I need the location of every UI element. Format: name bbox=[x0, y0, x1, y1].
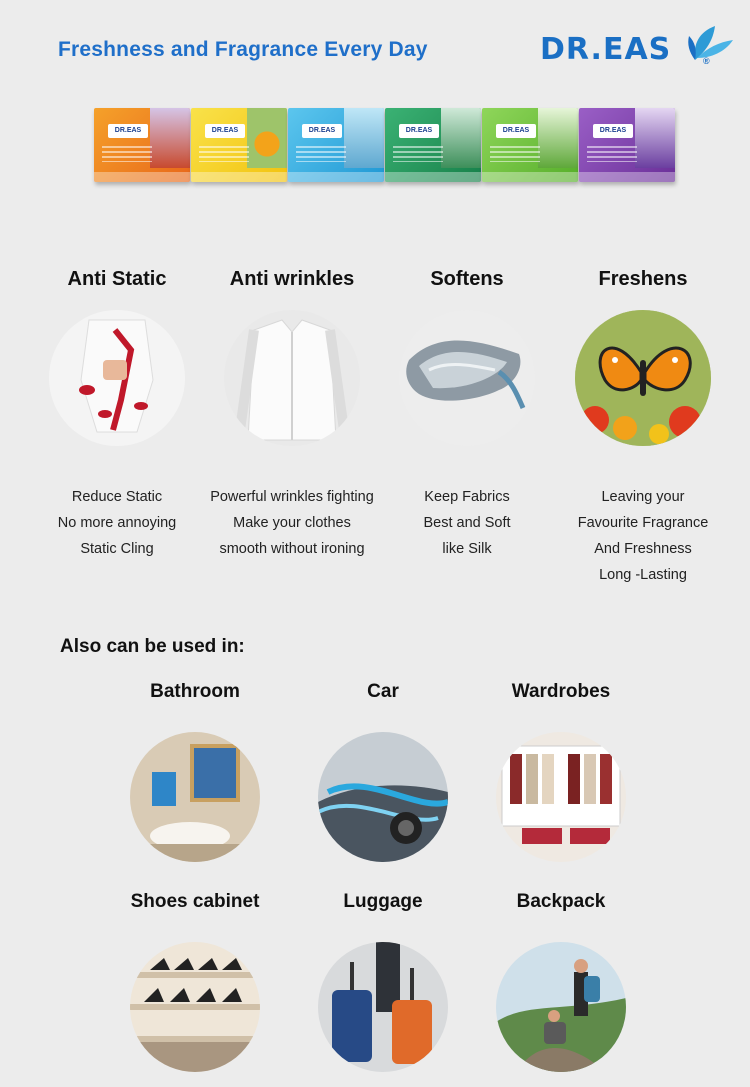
use-shoes-cabinet bbox=[115, 888, 275, 1072]
product-lineup bbox=[94, 108, 669, 188]
feature-freshens bbox=[553, 262, 733, 588]
feature-line: like Silk bbox=[442, 541, 492, 557]
feature-line: Reduce Static bbox=[71, 489, 163, 505]
use-label: Shoes cabinet bbox=[130, 891, 260, 912]
backpack-icon bbox=[496, 942, 626, 1072]
box-brand-label: DR.EAS bbox=[399, 124, 439, 138]
box-brand-label: DR.EAS bbox=[302, 124, 342, 138]
use-backpack bbox=[481, 888, 641, 1072]
page-title: Freshness and Fragrance Every Day bbox=[58, 38, 428, 61]
feature-line: Make your clothes bbox=[233, 515, 351, 531]
feature-line: Static Cling bbox=[80, 541, 154, 557]
feature-description bbox=[27, 484, 207, 562]
butterfly-icon bbox=[575, 310, 711, 446]
feature-softens bbox=[377, 262, 557, 562]
feature-line: Long -Lasting bbox=[599, 567, 687, 583]
leaf-icon bbox=[685, 22, 735, 62]
feature-anti-static bbox=[27, 262, 207, 562]
silk-icon bbox=[399, 310, 535, 446]
feature-title: Anti wrinkles bbox=[229, 268, 355, 290]
feature-title: Anti Static bbox=[67, 268, 167, 290]
product-box-blue bbox=[288, 108, 384, 182]
uses-heading: Also can be used in: bbox=[60, 636, 245, 657]
feature-line: Favourite Fragrance bbox=[577, 515, 709, 531]
product-box-yellow bbox=[191, 108, 287, 182]
feature-description bbox=[202, 484, 382, 562]
box-brand-label: DR.EAS bbox=[205, 124, 245, 138]
brand-logo bbox=[540, 22, 740, 72]
use-label: Bathroom bbox=[150, 681, 240, 702]
feature-anti-wrinkles bbox=[202, 262, 382, 562]
use-label: Backpack bbox=[516, 891, 606, 912]
feature-line: No more annoying bbox=[57, 515, 177, 531]
use-luggage bbox=[303, 888, 463, 1072]
feature-line: Best and Soft bbox=[423, 515, 511, 531]
registered-mark: ® bbox=[703, 56, 710, 66]
use-label: Luggage bbox=[343, 891, 423, 912]
feature-line: Powerful wrinkles fighting bbox=[210, 489, 374, 505]
product-box-green bbox=[385, 108, 481, 182]
dress-icon bbox=[49, 310, 185, 446]
use-car bbox=[303, 678, 463, 862]
feature-description bbox=[553, 484, 733, 588]
luggage-icon bbox=[318, 942, 448, 1072]
box-brand-label: DR.EAS bbox=[593, 124, 633, 138]
box-brand-label: DR.EAS bbox=[108, 124, 148, 138]
car-icon bbox=[318, 732, 448, 862]
feature-line: Keep Fabrics bbox=[424, 489, 510, 505]
feature-line: Leaving your bbox=[601, 489, 685, 505]
use-wardrobes bbox=[481, 678, 641, 862]
use-bathroom bbox=[115, 678, 275, 862]
product-box-purple bbox=[579, 108, 675, 182]
feature-title: Softens bbox=[430, 268, 504, 290]
feature-title: Freshens bbox=[598, 268, 688, 290]
wardrobe-icon bbox=[496, 732, 626, 862]
shoes-cabinet-icon bbox=[130, 942, 260, 1072]
product-box-light-green bbox=[482, 108, 578, 182]
feature-description bbox=[377, 484, 557, 562]
feature-line: smooth without ironing bbox=[219, 541, 365, 557]
use-label: Wardrobes bbox=[511, 681, 611, 702]
logo-text: DR.EAS bbox=[540, 32, 672, 67]
feature-line: And Freshness bbox=[594, 541, 692, 557]
product-box-orange bbox=[94, 108, 190, 182]
shirt-icon bbox=[224, 310, 360, 446]
bathroom-icon bbox=[130, 732, 260, 862]
use-label: Car bbox=[367, 681, 399, 702]
box-brand-label: DR.EAS bbox=[496, 124, 536, 138]
